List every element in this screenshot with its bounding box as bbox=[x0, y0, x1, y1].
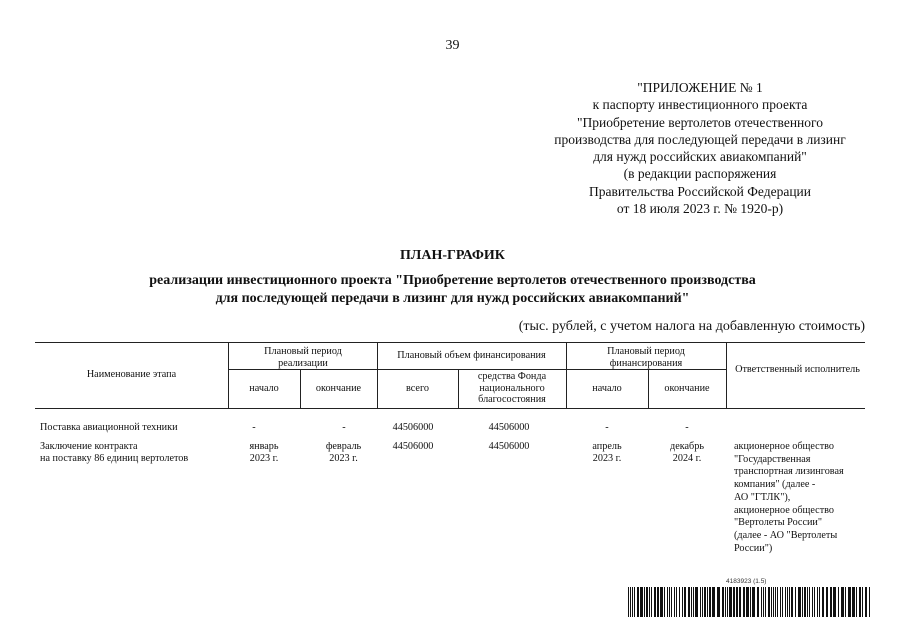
row-end: - bbox=[342, 422, 346, 433]
document-subtitle bbox=[0, 272, 905, 308]
header-mid-rule bbox=[228, 369, 726, 370]
barcode-bar bbox=[634, 587, 635, 617]
barcode-bar bbox=[654, 587, 656, 617]
barcode-bar bbox=[804, 587, 806, 617]
row-start-year: 2023 г. bbox=[249, 453, 279, 464]
barcode-label: 4183923 (1.5) bbox=[726, 578, 767, 585]
barcode-bar bbox=[637, 587, 639, 617]
barcode-bar bbox=[768, 587, 770, 617]
barcode-bar bbox=[750, 587, 751, 617]
header-fin-start: начало bbox=[592, 383, 622, 394]
row-fin-end bbox=[656, 441, 718, 465]
document-title: ПЛАН-ГРАФИК bbox=[400, 248, 505, 263]
barcode-bar bbox=[644, 587, 645, 617]
barcode-bar bbox=[667, 587, 668, 617]
barcode-bar bbox=[841, 587, 844, 617]
responsible-line: России") bbox=[734, 542, 773, 554]
row-start bbox=[228, 441, 300, 465]
col-divider bbox=[566, 342, 567, 408]
header-total: всего bbox=[406, 383, 429, 394]
row-end-month: февраль bbox=[325, 441, 362, 452]
barcode-bar bbox=[826, 587, 828, 617]
barcode-bar bbox=[812, 587, 813, 617]
barcode-bar bbox=[838, 587, 839, 617]
header-fund: средства Фонда национального благосостояния bbox=[477, 371, 547, 405]
barcode-bar bbox=[819, 587, 820, 617]
barcode-bar bbox=[777, 587, 778, 617]
row-fin-start bbox=[578, 441, 636, 465]
row-fin-end-year: 2024 г. bbox=[672, 453, 702, 464]
barcode-bar bbox=[830, 587, 832, 617]
header-bottom-rule bbox=[35, 408, 865, 409]
barcode-bar bbox=[852, 587, 855, 617]
row-stage-name: Поставка авиационной техники bbox=[40, 422, 178, 433]
header-plan-volume: Плановый объем финансирования bbox=[397, 350, 546, 361]
barcode-bar bbox=[700, 587, 701, 617]
barcode-bar bbox=[757, 587, 759, 617]
barcode-bar bbox=[630, 587, 631, 617]
responsible-line: акционерное общество bbox=[734, 441, 834, 452]
responsible-line: компания" (далее - bbox=[734, 479, 816, 491]
barcode-bar bbox=[761, 587, 762, 617]
barcode-bar bbox=[674, 587, 675, 617]
header-start: начало bbox=[249, 383, 279, 394]
barcode-bar bbox=[782, 587, 783, 617]
barcode-bar bbox=[657, 587, 659, 617]
barcode-bar bbox=[651, 587, 652, 617]
barcode-bar bbox=[682, 587, 683, 617]
barcode-bar bbox=[787, 587, 788, 617]
row-fin-end-month: декабрь bbox=[670, 441, 704, 452]
barcode-bar bbox=[727, 587, 728, 617]
row-fin-start: - bbox=[605, 422, 609, 433]
header-fin-end: окончание bbox=[664, 383, 710, 394]
barcode-bar bbox=[765, 587, 766, 617]
barcode-bar bbox=[775, 587, 776, 617]
barcode-bar bbox=[862, 587, 863, 617]
barcode-bar bbox=[817, 587, 818, 617]
barcode-bar bbox=[722, 587, 724, 617]
barcode-bar bbox=[739, 587, 741, 617]
appendix-line: для нужд российских авиакомпаний" bbox=[593, 149, 807, 165]
responsible-line: транспортная лизинговая bbox=[734, 466, 844, 478]
barcode-bar bbox=[798, 587, 801, 617]
barcode-bar bbox=[691, 587, 692, 617]
barcode-bar bbox=[693, 587, 694, 617]
row-start: - bbox=[252, 422, 256, 433]
barcode-bar bbox=[856, 587, 857, 617]
barcode-bar bbox=[649, 587, 650, 617]
col-divider bbox=[228, 342, 229, 408]
header-stage-name: Наименование этапа bbox=[86, 369, 177, 380]
barcode-bar bbox=[646, 587, 648, 617]
barcode-bar bbox=[845, 587, 846, 617]
barcode-bar bbox=[822, 587, 824, 617]
barcode-bar bbox=[848, 587, 851, 617]
barcode-bar bbox=[707, 587, 708, 617]
barcode-bar bbox=[712, 587, 715, 617]
row-stage-name bbox=[40, 441, 188, 465]
row-fund: 44506000 bbox=[488, 422, 530, 433]
header-financing-period: Плановый период финансирования bbox=[607, 346, 685, 369]
header-responsible: Ответственный исполнитель bbox=[735, 364, 860, 375]
barcode-bar bbox=[802, 587, 803, 617]
barcode-bar bbox=[709, 587, 711, 617]
barcode-bar bbox=[763, 587, 764, 617]
subtitle-line: для последующей передачи в лизинг для нужд российских авиакомпаний" bbox=[215, 291, 690, 306]
barcode-bar bbox=[688, 587, 690, 617]
barcode-bar bbox=[695, 587, 698, 617]
appendix-line: к паспорту инвестиционного проекта bbox=[592, 97, 808, 113]
row-stage-name-line: на поставку 86 единиц вертолетов bbox=[40, 453, 189, 464]
barcode-bar bbox=[733, 587, 735, 617]
barcode-bar bbox=[729, 587, 732, 617]
row-total: 44506000 bbox=[392, 422, 434, 433]
units-note: (тыс. рублей, с учетом налога на добавленную стоимость) bbox=[518, 319, 865, 334]
row-fin-end: - bbox=[685, 422, 689, 433]
appendix-line: (в редакции распоряжения bbox=[623, 166, 777, 182]
responsible-line: (далее - АО "Вертолеты bbox=[734, 529, 838, 541]
barcode-bar bbox=[773, 587, 774, 617]
row-responsible bbox=[734, 441, 869, 555]
barcode-bar bbox=[807, 587, 808, 617]
col-divider bbox=[726, 342, 727, 408]
row-total: 44506000 bbox=[392, 441, 434, 452]
header-end: окончание bbox=[315, 383, 362, 394]
barcode-bar bbox=[640, 587, 643, 617]
barcode-bar bbox=[743, 587, 745, 617]
row-end-year: 2023 г. bbox=[329, 453, 358, 464]
barcode-bar bbox=[809, 587, 810, 617]
barcode-bar bbox=[865, 587, 867, 617]
responsible-line: акционерное общество bbox=[734, 504, 834, 516]
barcode-bar bbox=[771, 587, 772, 617]
barcode-bar bbox=[814, 587, 815, 617]
responsible-line: АО "ГТЛК"), bbox=[734, 491, 791, 503]
row-fund: 44506000 bbox=[488, 441, 530, 452]
barcode-bar bbox=[746, 587, 749, 617]
row-fin-start-year: 2023 г. bbox=[592, 453, 622, 464]
barcode-bar bbox=[833, 587, 836, 617]
barcode-bar bbox=[676, 587, 677, 617]
appendix-line: производства для последующей передачи в лизинг bbox=[554, 131, 846, 147]
appendix-line: Правительства Российской Федерации bbox=[589, 183, 811, 199]
barcode-bar bbox=[664, 587, 665, 617]
row-stage-name-line: Заключение контракта bbox=[40, 441, 138, 452]
subtitle-line: реализации инвестиционного проекта "Приобретение вертолетов отечественного производства bbox=[149, 273, 756, 288]
barcode-bar bbox=[628, 587, 629, 617]
responsible-line: "Государственная bbox=[734, 453, 811, 465]
header-plan-period: Плановый период реализации bbox=[264, 346, 342, 369]
barcode-bar bbox=[780, 587, 781, 617]
table-top-rule bbox=[35, 342, 865, 343]
barcode-bar bbox=[785, 587, 786, 617]
appendix-line: "ПРИЛОЖЕНИЕ № 1 bbox=[637, 80, 763, 95]
row-start-month: январь bbox=[249, 441, 279, 452]
barcode-bar bbox=[702, 587, 703, 617]
barcode-bar bbox=[660, 587, 663, 617]
barcode-bar bbox=[717, 587, 720, 617]
row-fin-start-month: апрель bbox=[592, 441, 622, 452]
barcode-bar bbox=[725, 587, 726, 617]
barcode-image bbox=[628, 587, 870, 617]
barcode-bar bbox=[791, 587, 793, 617]
barcode-bar bbox=[684, 587, 686, 617]
page-number: 39 bbox=[445, 38, 460, 53]
barcode-bar bbox=[679, 587, 680, 617]
barcode-bar bbox=[795, 587, 796, 617]
barcode-bar bbox=[752, 587, 755, 617]
barcode-bar bbox=[736, 587, 738, 617]
col-divider bbox=[458, 369, 459, 408]
barcode-bar bbox=[669, 587, 670, 617]
appendix-line: "Приобретение вертолетов отечественного bbox=[577, 114, 823, 130]
barcode-bar bbox=[859, 587, 861, 617]
appendix-line: от 18 июля 2023 г. № 1920-р) bbox=[616, 201, 784, 217]
responsible-line: "Вертолеты России" bbox=[734, 517, 823, 529]
barcode-bar bbox=[671, 587, 672, 617]
barcode-bar bbox=[789, 587, 790, 617]
row-end bbox=[305, 441, 382, 465]
barcode-bar bbox=[704, 587, 706, 617]
barcode-bar bbox=[632, 587, 633, 617]
barcode-bar bbox=[869, 587, 870, 617]
appendix-header bbox=[520, 79, 880, 217]
